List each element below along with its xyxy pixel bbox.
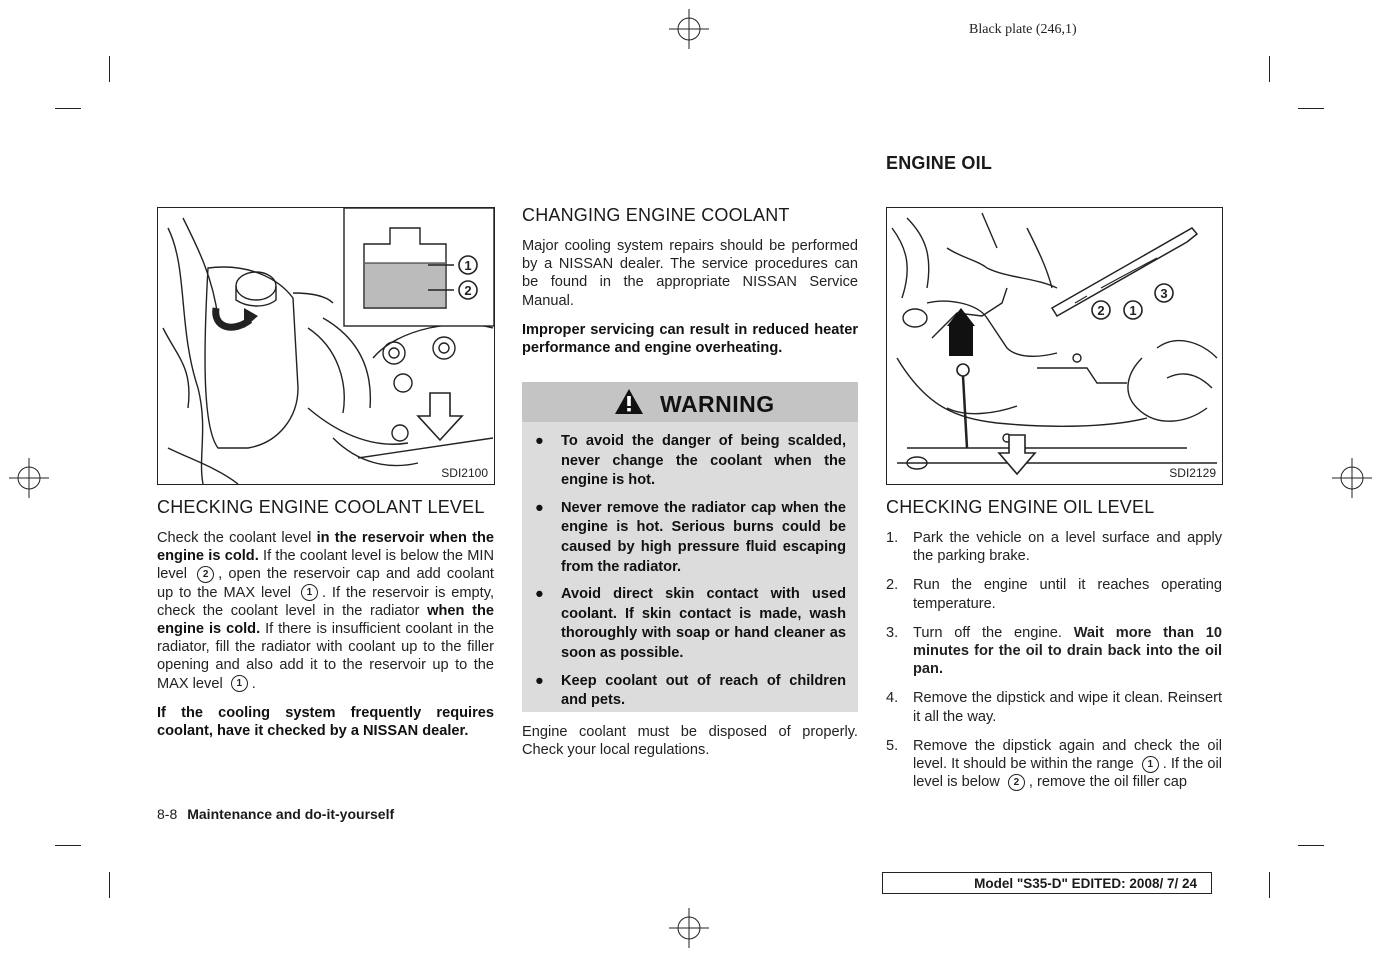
registration-mark-right [1332,458,1372,498]
step-text: , remove the oil filler cap [1028,774,1188,791]
callout-2: 2 [464,283,472,298]
figure-code: SDI2129 [1169,466,1216,480]
text-run: If there is insufficient coolant in the radiator, fill the radiator with coolant up to the filler opening and also add it to the reservoir up to the MAX level [157,621,494,692]
warning-text: Keep coolant out of reach of children and pets. [561,672,846,709]
warning-text: Never remove the radiator cap when the engine is hot. Serious burns could be caused by high pressure fluid escaping from the radiator. [561,499,846,575]
repairs-paragraph: Major cooling system repairs should be performed by a NISSAN dealer. The service procedures can be found in the appropriate NISSAN Service Manual. [522,238,858,309]
registration-mark-bottom [669,908,709,948]
figure-code: SDI2100 [441,466,488,480]
bullet: ● [535,433,544,449]
right-column [886,497,1222,802]
page-number: 8-8 [157,806,178,822]
bold-text: when the engine is cold. [157,602,494,638]
step-text: Turn off the engine. [913,624,1074,641]
chapter-title: Maintenance and do-it-yourself [187,806,395,822]
step-item [886,529,1222,565]
warning-item [522,499,858,577]
step-item [886,689,1222,725]
step-item [886,624,1222,679]
engine-oil-heading: ENGINE OIL [886,153,993,173]
warning-triangle-icon [614,388,644,415]
step-text: Remove the dipstick again and check the oil level. It should be within the range [913,737,1222,773]
disposal-paragraph: Engine coolant must be disposed of properly. Check your local regulations. [522,724,858,759]
step-number: 5. [886,737,899,754]
callout-1: 1 [1129,303,1137,318]
coolant-level-paragraph [157,529,494,693]
page-footer [157,806,394,822]
warning-text: Avoid direct skin contact with used coolant. If skin contact is made, wash thoroughly with soap or hand cleaner as soon as possible. [561,586,846,661]
section-heading: CHECKING ENGINE OIL LEVEL [886,497,1155,517]
oil-check-steps [886,529,1222,791]
step-item [886,737,1222,792]
step-number: 4. [886,690,899,707]
servicing-notice: Improper servicing can result in reduced heater performance and engine overheating. [522,321,858,357]
callout-1-inline: 1 [301,584,318,601]
step-text: Park the vehicle on a level surface and apply the parking brake. [913,530,1222,565]
warning-list [522,432,858,719]
warning-title: WARNING [660,391,775,417]
text-run: , open the reservoir cap and add coolant up to the MAX level [157,566,494,601]
step-text: Remove the dipstick and wipe it clean. Reinsert it all the way. [913,690,1222,725]
dealer-notice: If the cooling system frequently requires coolant, have it checked by a NISSAN dealer. [157,704,494,740]
warning-text: To avoid the danger of being scalded, never change the coolant when the engine is hot. [561,433,846,489]
bullet: ● [535,499,544,516]
step-number: 2. [886,577,899,594]
step-text: Run the engine until it reaches operating temperature. [913,577,1222,612]
bullet: ● [535,586,544,603]
callout-1: 1 [464,258,472,273]
section-heading: CHANGING ENGINE COOLANT [522,205,790,225]
bold-text: in the reservoir when the engine is cold. [157,530,494,565]
coolant-reservoir-figure [157,207,495,485]
callout-1-inline: 1 [231,675,248,692]
warning-item [522,585,858,663]
left-column [157,497,494,740]
dipstick-illustration [887,208,1222,484]
coolant-reservoir-illustration [158,208,494,484]
engine-oil-figure [886,207,1223,485]
text-run: . If the reservoir is empty, check the coolant level in the radiator [157,584,494,619]
middle-column [522,205,858,357]
section-heading: CHECKING ENGINE COOLANT LEVEL [157,497,485,517]
bullet: ● [535,672,544,689]
text-run: If the coolant level is below the MIN level [157,548,494,583]
bold-text: Wait more than 10 minutes for the oil to drain back into the oil pan. [913,624,1222,678]
registration-mark-left [9,458,49,498]
plate-label: Black plate (246,1) [969,22,1077,37]
step-text: . If the oil level is below [913,756,1222,791]
warning-item [522,672,858,711]
model-edited-box: Model "S35-D" EDITED: 2008/ 7/ 24 [882,872,1212,894]
step-number: 3. [886,624,899,641]
callout-1-inline: 1 [1142,756,1159,773]
text-run: Check the coolant level [157,530,317,546]
callout-2: 2 [1097,303,1105,318]
warning-item [522,432,858,491]
callout-2-inline: 2 [1008,774,1025,791]
registration-mark-top [669,9,709,49]
callout-3: 3 [1160,286,1168,301]
step-number: 1. [886,530,899,546]
callout-2-inline: 2 [197,566,214,583]
warning-header [522,382,858,422]
warning-box [522,382,858,712]
text-run: . [251,675,256,692]
step-item [886,576,1222,612]
